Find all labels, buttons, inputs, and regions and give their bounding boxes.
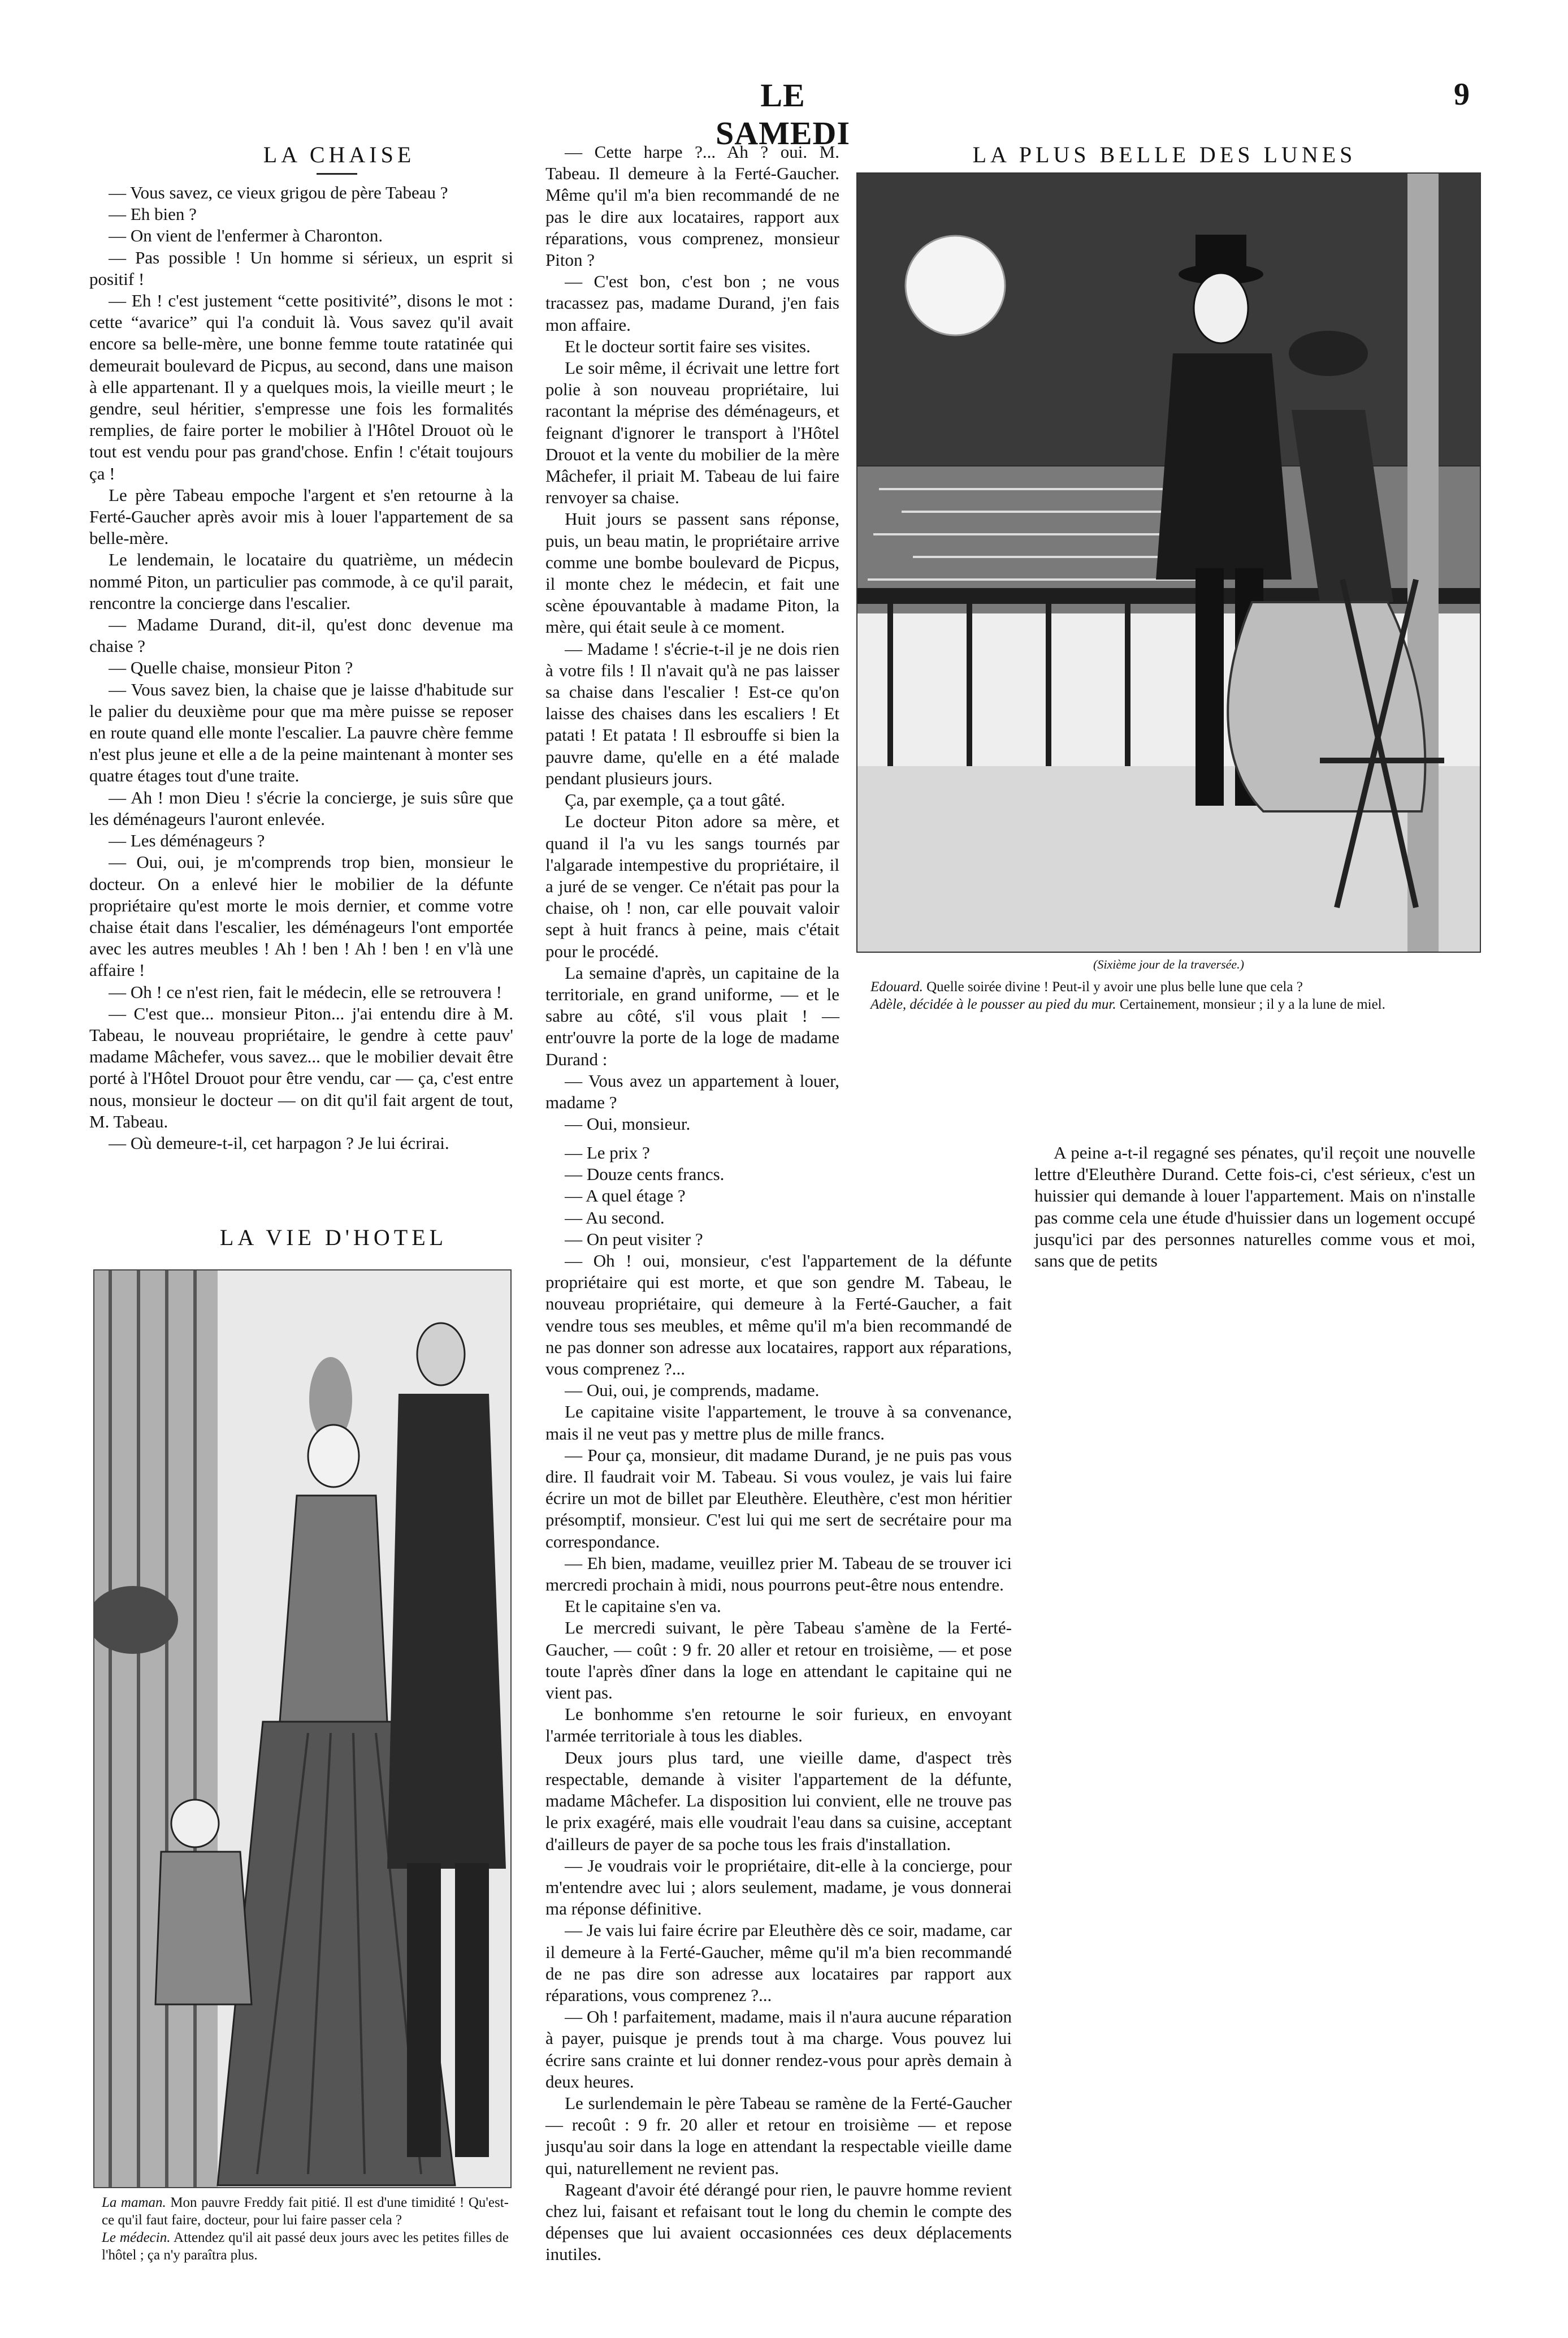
article-paragraph: Le mercredi suivant, le père Tabeau s'amène de la Ferté-Gaucher, — coût : 9 fr. 20 aller et retour en troisième, — et pose toute l'après dîner dans la loge en attendant le capitaine qui ne vient pas. [545, 1618, 1012, 1703]
article-paragraph: — On peut visiter ? [565, 1229, 703, 1249]
article-paragraph: — Madame ! s'écrie-t-il je ne dois rien à votre fils ! Il n'avait qu'à ne pas laisser sa chaise dans l'escalier ! Est-ce qu'on laisse des chaises dans les escaliers ! Et patati ! Et patata ! Il esbrouffe si bien la pauvre dame, qu'elle en a été malade pendant plusieurs jours. [545, 638, 839, 788]
article-paragraph: Ça, par exemple, ça a tout gâté. [565, 790, 786, 810]
article-paragraph: — C'est que... monsieur Piton... j'ai entendu dire à M. Tabeau, le nouveau propriétaire, le gendre à cette pauv' madame Mâchefer, vous savez... que le mobilier devait être porté à l'Hôtel Drouot pour être vendu, car — ça, c'est entre nous, monsieur le docteur — on dit qu'il fait argent de tout, M. Tabeau. [89, 1003, 513, 1131]
article-paragraph: — Oui, oui, je m'comprends trop bien, monsieur le docteur. On a enlevé hier le mobilier de la défunte propriétaire qu'est morte le mois dernier, et comme votre chaise était dans l'escalier, les déménageurs l'ont emportée avec les autres meubles ! Ah ! ben ! Ah ! ben ! en v'là une affaire ! [89, 852, 513, 980]
article-paragraph: — Vous savez bien, la chaise que je laisse d'habitude sur le palier du deuxième pour que ma mère puisse se reposer en route quand elle monte l'escalier. La pauvre chère femme n'est plus jeune et elle a de la peine maintenant à monter ses quatre étages tout d'une traite. [89, 679, 513, 786]
caption-text: Quelle soirée divine ! Peut-il y avoir une plus belle lune que cela ? [922, 979, 1303, 995]
caption-line [870, 978, 1481, 996]
article-paragraph: — A quel étage ? [565, 1186, 686, 1206]
article-paragraph: — Oui, oui, je comprends, madame. [565, 1380, 820, 1401]
article-paragraph: — Au second. [565, 1207, 665, 1228]
article-paragraph: — Le prix ? [565, 1143, 650, 1162]
article-column-1 [89, 182, 513, 1183]
article-paragraph: — Pour ça, monsieur, dit madame Durand, je ne puis pas vous dire. Il faudrait voir M. Tabeau. Si vous voulez, je vais lui faire écrire un mot de billet par Eleuthère. Eleuthère, c'est mon héritier présomptif, monsieur. C'est lui qui me sert de secrétaire pour ma correspondance. [545, 1445, 1012, 1552]
article-column-2 [545, 141, 839, 1142]
article-paragraph: — Eh ! c'est justement “cette positivité”, disons le mot : cette “avarice” qui l'a conduit là. Vous savez qu'il avait encore sa belle-mère, une bonne femme toute ratatinée qui demeurait boulevard de Picpus, au second, dans une maison à elle appartenant. Il y a quelques mois, la vieille meurt ; le gendre, seul héritier, s'empresse une fois les formalités remplies, de faire porter le mobilier à l'Hôtel Drouot où le tout est vendu pour pas grand'chose. Enfin ! c'était toujours ça ! [89, 291, 513, 483]
illustration-note: (Sixième jour de la traversée.) [1093, 957, 1244, 971]
article-paragraph: Et le capitaine s'en va. [565, 1596, 721, 1617]
article-paragraph: Rageant d'avoir été dérangé pour rien, le pauvre homme revient chez lui, faisant et refaisant tout le long du chemin le compte des dépenses que lui avaient occasionnées ces deux déplacements inutiles. [545, 2179, 1012, 2264]
article-paragraph: Deux jours plus tard, une vieille dame, d'aspect très respectable, demande à visiter l'appartement de la défunte, madame Mâchefer. La disposition lui convient, elle ne trouve pas le prix exagéré, mais elle voudrait l'eau dans sa cuisine, acceptant d'ailleurs de payer de sa poche tous les frais d'installation. [545, 1747, 1012, 1854]
article-column-3 [545, 1142, 1012, 2273]
article-paragraph: Le lendemain, le locataire du quatrième, un médecin nommé Piton, un particulier pas commode, à ce qu'il parait, rencontre la concierge dans l'escalier. [89, 550, 513, 613]
article-column-4 [1034, 1142, 1475, 2273]
title-rule [317, 173, 357, 175]
article-paragraph: — Ah ! mon Dieu ! s'écrie la concierge, je suis sûre que les déménageurs l'auront enlevée. [89, 787, 513, 829]
section-title-chaise: LA CHAISE [263, 142, 415, 167]
article-paragraph: — Eh bien, madame, veuillez prier M. Tabeau de se trouver ici mercredi prochain à midi, nous pourrons peut-être nous entendre. [545, 1553, 1012, 1595]
article-paragraph: Le soir même, il écrivait une lettre fort polie à son nouveau propriétaire, lui racontant la méprise des déménageurs, et feignant d'ignorer le transport à l'Hôtel Drouot et la vente du mobilier de la mère Mâchefer, il priait M. Tabeau de lui faire renvoyer sa chaise. [545, 358, 839, 508]
caption-speaker: La maman. [102, 2195, 166, 2210]
article-paragraph: — Eh bien ? [109, 204, 197, 224]
article-paragraph: Le père Tabeau empoche l'argent et s'en retourne à la Ferté-Gaucher après avoir mis à louer l'appartement de sa belle-mère. [89, 485, 513, 548]
hotel-illustration [93, 1269, 512, 2188]
article-paragraph: — Oh ! parfaitement, madame, mais il n'aura aucune réparation à payer, puisque je prends tout à ma charge. Vous pouvez lui écrire sans crainte et lui donner rendez-vous pour après demain à deux heures. [545, 2007, 1012, 2091]
caption-line [870, 996, 1481, 1013]
caption-vie-hotel [102, 2194, 509, 2264]
article-paragraph: Le bonhomme s'en retourne le soir furieux, en envoyant l'armée territoriale à tous les diables. [545, 1704, 1012, 1746]
caption-line [102, 2194, 509, 2229]
article-paragraph: — Je vais lui faire écrire par Eleuthère dès ce soir, madame, car il demeure à la Ferté-Gaucher, même qu'il m'a bien recommandé de ne pas dire son adresse aux locataires par rapport aux réparations, vous comprenez ?... [545, 1920, 1012, 2005]
article-paragraph: — Douze cents francs. [565, 1164, 725, 1185]
article-paragraph: — Oh ! ce n'est rien, fait le médecin, elle se retrouvera ! [109, 982, 502, 1002]
article-paragraph: — Madame Durand, dit-il, qu'est donc devenue ma chaise ? [89, 615, 513, 656]
article-paragraph: A peine a-t-il regagné ses pénates, qu'il reçoit une nouvelle lettre d'Eleuthère Durand. Cette fois-ci, c'est sérieux, c'est un huissier qui demande à louer l'appartement. Mais on n'installe pas comme cela une étude d'huissier dans un logement occupé jusqu'ici par des personnes naturelles comme vous et moi, sans que de petits [1034, 1143, 1475, 1271]
article-paragraph: Et le docteur sortit faire ses visites. [565, 336, 811, 356]
section-title-plus-belle: LA PLUS BELLE DES LUNES [972, 142, 1357, 167]
article-paragraph: — Oui, monsieur. [565, 1114, 691, 1134]
article-paragraph: — Quelle chaise, monsieur Piton ? [109, 658, 353, 678]
caption-speaker: Le médecin. [102, 2230, 171, 2245]
caption-line [102, 2229, 509, 2264]
caption-text: Certainement, monsieur ; il y a la lune de miel. [1116, 997, 1385, 1012]
article-paragraph: Le surlendemain le père Tabeau se ramène de la Ferté-Gaucher — recoût : 9 fr. 20 aller et retour en troisième — et repose jusqu'au soir dans la loge en attendant la respectable vieille dame qui, naturellement ne revient pas. [545, 2093, 1012, 2178]
article-paragraph: Huit jours se passent sans réponse, puis, un beau matin, le propriétaire arrive comme une bombe boulevard de Picpus, il monte chez le médecin, et fait une scène épouvantable à madame Piton, la mère, qui était seule à ce moment. [545, 509, 839, 637]
caption-speaker: Edouard. [870, 979, 923, 995]
article-paragraph: — Cette harpe ?... Ah ? oui. M. Tabeau. Il demeure à la Ferté-Gaucher. Même qu'il m'a bien recommandé de ne pas le dire aux locataires, rapport aux réparations, vous comprenez, monsieur Piton ? [545, 142, 839, 270]
moon-deck-illustration [856, 172, 1481, 953]
caption-plus-belle [870, 978, 1481, 1013]
article-paragraph: La semaine d'après, un capitaine de la territoriale, en grand uniforme, — et le sabre au côté, s'il vous plait ! — entr'ouvre la porte de la loge de madame Durand : [545, 962, 839, 1069]
caption-text: Attendez qu'il ait passé deux jours avec les petites filles de l'hôtel ; ça n'y paraîtra plus. [102, 2230, 509, 2263]
article-paragraph: — Oh ! oui, monsieur, c'est l'appartement de la défunte propriétaire qui est morte, et que son gendre M. Tabeau, le nouveau propriétaire, qui demeure à la Ferté-Gaucher, a fait vendre tous ses meubles, et même qu'il m'a bien recommandé de ne pas donner son adresse aux locataires, rapport aux réparations, vous comprenez ?... [545, 1251, 1012, 1379]
article-paragraph: — Je voudrais voir le propriétaire, dit-elle à la concierge, pour m'entendre avec lui ; alors seulement, madame, je vous donnerai ma réponse définitive. [545, 1855, 1012, 1919]
article-paragraph: — On vient de l'enfermer à Charonton. [109, 226, 383, 246]
article-paragraph: — Pas possible ! Un homme si sérieux, un esprit si positif ! [89, 247, 513, 289]
article-paragraph: — Vous savez, ce vieux grigou de père Tabeau ? [109, 183, 448, 202]
article-paragraph: — Les déménageurs ? [109, 831, 265, 851]
article-paragraph: — Vous avez un appartement à louer, madame ? [545, 1070, 839, 1112]
page-number: 9 [1454, 77, 1470, 112]
section-title-vie-hotel: LA VIE D'HOTEL [219, 1225, 448, 1250]
article-paragraph: Le docteur Piton adore sa mère, et quand il l'a vu les sangs tournés par l'algarade intempestive du propriétaire, il a juré de se venger. Ce n'était pas pour la chaise, oh ! non, car elle pouvait valoir sept à huit francs à peine, mais c'était pour le procédé. [545, 811, 839, 961]
article-paragraph: — C'est bon, c'est bon ; ne vous tracassez pas, madame Durand, j'en fais mon affaire. [545, 271, 839, 335]
article-paragraph: Le capitaine visite l'appartement, le trouve à sa convenance, mais il ne veut pas y mettre plus de mille francs. [545, 1402, 1012, 1444]
caption-speaker: Adèle, décidée à le pousser au pied du mur. [870, 997, 1116, 1012]
newspaper-title: LE SAMEDI [715, 77, 851, 152]
article-paragraph: — Où demeure-t-il, cet harpagon ? Je lui écrirai. [109, 1133, 449, 1153]
caption-text: Mon pauvre Freddy fait pitié. Il est d'une timidité ! Qu'est-ce qu'il faut faire, docteur, pour lui faire passer cela ? [102, 2195, 509, 2228]
